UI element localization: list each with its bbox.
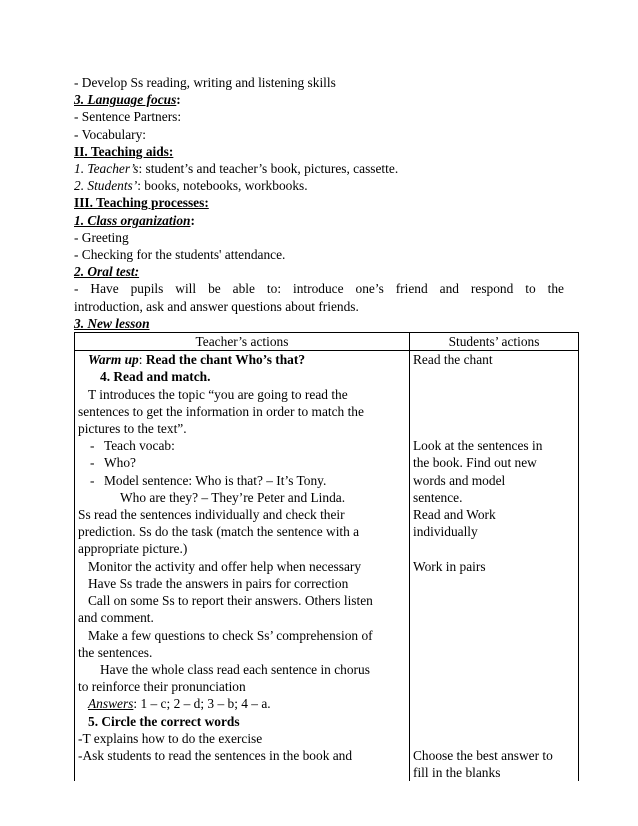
- warm-up-line: Warm up: Read the chant Who’s that?: [88, 352, 306, 368]
- teaching-aids-heading: II. Teaching aids:: [74, 143, 174, 159]
- teaching-processes-heading: III. Teaching processes:: [74, 195, 209, 211]
- choose-answer-line-2: fill in the blanks: [413, 765, 501, 781]
- oral-test-line-2: introduction, ask and answer questions about friends.: [74, 298, 359, 314]
- read-and-match-heading: 4. Read and match.: [100, 369, 211, 385]
- language-focus-heading: 3. Language focus:: [74, 92, 181, 108]
- sentence-partners-line: - Sentence Partners:: [74, 109, 182, 125]
- topic-line-2: sentences to get the information in order to match the: [78, 403, 364, 419]
- look-sentences-line-4: sentence.: [413, 489, 463, 505]
- document-page: [74, 74, 564, 781]
- look-sentences-line-1: Look at the sentences in: [413, 438, 543, 454]
- read-work-line-1: Read and Work: [413, 507, 496, 523]
- ss-read-line-3: appropriate picture.): [78, 541, 188, 557]
- lesson-table: [74, 332, 579, 781]
- answers-line: Answers: 1 – c; 2 – d; 3 – b; 4 – a.: [88, 696, 271, 712]
- look-sentences-line-2: the book. Find out new: [413, 455, 537, 471]
- trade-answers-line: Have Ss trade the answers in pairs for correction: [88, 575, 349, 591]
- choose-answer-line-1: Choose the best answer to: [413, 747, 553, 763]
- teach-vocab-item: - Teach vocab:: [90, 438, 175, 454]
- look-sentences-line-3: words and model: [413, 472, 506, 488]
- ss-read-line-2: prediction. Ss do the task (match the sentence with a: [78, 524, 360, 540]
- topic-line-3: pictures to the text”.: [78, 421, 187, 437]
- students-actions-header: Students’ actions: [410, 333, 579, 351]
- read-chant-line: Read the chant: [413, 352, 493, 368]
- vocabulary-line: - Vocabulary:: [74, 126, 147, 142]
- students-actions-cell: [410, 351, 579, 782]
- new-lesson-heading: 3. New lesson: [74, 315, 150, 331]
- work-pairs-line: Work in pairs: [413, 558, 486, 574]
- chorus-line-2: to reinforce their pronunciation: [78, 679, 246, 695]
- topic-line-1: T introduces the topic “you are going to read the: [88, 386, 348, 402]
- questions-line-2: the sentences.: [78, 644, 153, 660]
- objective-line: - Develop Ss reading, writing and listening skills: [74, 75, 336, 90]
- who-item: - Who?: [90, 455, 136, 471]
- call-on-line-1: Call on some Ss to report their answers. Others listen: [88, 593, 373, 609]
- student-aids-line: 2. Students’: books, notebooks, workbooks.: [74, 178, 308, 194]
- oral-test-heading: 2. Oral test:: [74, 264, 140, 280]
- table-row: [75, 351, 579, 782]
- table-header-row: [75, 333, 579, 351]
- attendance-line: - Checking for the students' attendance.: [74, 247, 286, 263]
- teacher-aids-line: 1. Teacher’s: student’s and teacher’s book, pictures, cassette.: [74, 161, 399, 177]
- teacher-actions-cell: [75, 351, 410, 782]
- monitor-line: Monitor the activity and offer help when necessary: [88, 558, 362, 574]
- greeting-line: - Greeting: [74, 229, 129, 245]
- oral-test-line-1: - Have pupils will be able to: introduce one’s friend and respond to the: [74, 281, 564, 297]
- questions-line-1: Make a few questions to check Ss’ comprehension of: [88, 627, 373, 643]
- teacher-actions-header: Teacher’s actions: [75, 333, 410, 351]
- explain-line: -T explains how to do the exercise: [78, 730, 263, 746]
- class-organization-heading: 1. Class organization:: [74, 212, 195, 228]
- chorus-line-1: Have the whole class read each sentence in chorus: [100, 661, 370, 677]
- circle-words-heading: 5. Circle the correct words: [88, 713, 240, 729]
- model-sentence-item: - Model sentence: Who is that? – It’s Tony.: [90, 472, 327, 488]
- read-work-line-2: individually: [413, 524, 478, 540]
- model-sentence-line-2: Who are they? – They’re Peter and Linda.: [120, 489, 346, 505]
- call-on-line-2: and comment.: [78, 610, 154, 626]
- ss-read-line-1: Ss read the sentences individually and check their: [78, 507, 345, 523]
- ask-students-line: -Ask students to read the sentences in the book and: [78, 747, 353, 763]
